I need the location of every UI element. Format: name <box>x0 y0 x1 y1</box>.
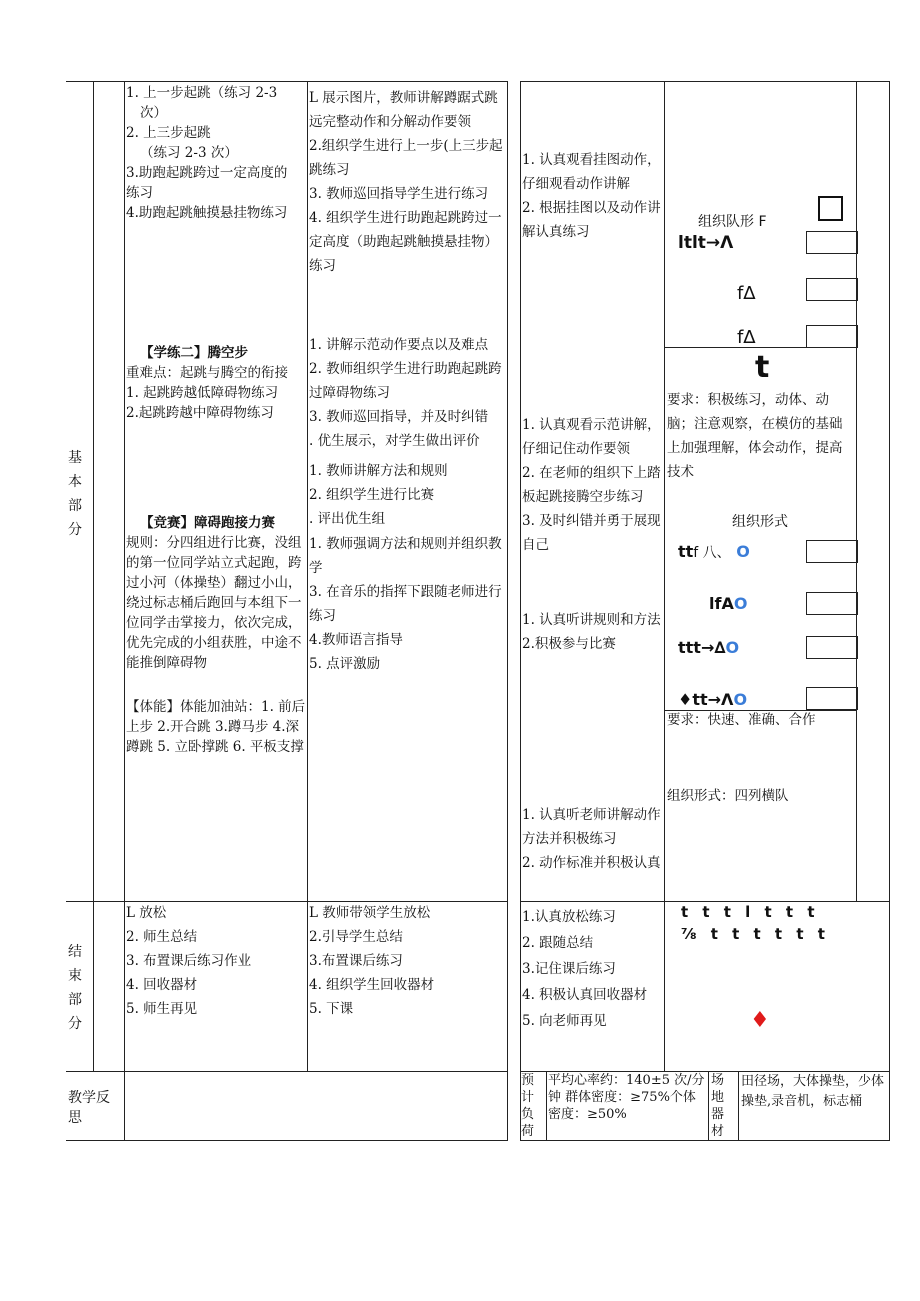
form-row-2: f∆ <box>737 283 756 304</box>
basic-student-group1: 1. 认真观看挂图动作，仔细观看动作讲解 2. 根据挂图以及动作讲解认真练习 <box>522 152 661 240</box>
basic-content-practice2: 【学练二】腾空步 重难点：起跳与腾空的衔接 1. 起跳跨越低障碍物练习 2.起跳跨越中障碍物练习 <box>126 345 288 421</box>
basic-content-compete: 【竞赛】障碍跑接力赛 规则：分四组进行比赛，没组的第一位同学站立式起跑，跨过小河（体操垫）翻过小山，绕过标志桶后跑回与本组下一位同学击掌接力，依次完成，优先完成的小组获胜，中途不能推倒障碍物 <box>126 515 302 671</box>
square-outline-icon <box>818 196 843 221</box>
ending-section-label: 结 束 部 分 <box>68 944 82 1032</box>
form2-row-1: ttf 八、 O <box>678 542 750 561</box>
ending-teacher: L 教师带领学生放松 2.引导学生总结 3.布置课后练习 4. 组织学生回收器材 5. 下课 <box>309 905 435 1017</box>
diamond-icon: ♦ <box>750 1008 770 1033</box>
basic-teacher-group3: 1. 教师讲解方法和规则 2. 组织学生进行比赛 . 评出优生组 <box>309 463 448 527</box>
basic-teacher-group1: L 展示图片，教师讲解蹲踞式跳远完整动作和分解动作要领 2.组织学生进行上一步(上三步起跳练习 3. 教师巡回指导学生进行练习 4. 组织学生进行助跑起跳跨过一定高度（助跑起跳触摸悬挂物）练习 <box>309 90 503 274</box>
requirement-1: 要求：积极练习，动体、动脑；注意观察，在模仿的基础上加强理解，体会动作，提高技术 <box>667 392 843 480</box>
big-t-figure: t <box>755 350 770 385</box>
form2-row-2: lfAO <box>709 594 748 613</box>
ending-formation-row-2: ⅞ t t t t t t <box>681 925 825 943</box>
load-text: 平均心率约：140±5 次/分钟 群体密度：≥75%个体密度：≥50% <box>548 1073 705 1122</box>
form-box <box>806 231 858 254</box>
venue-label: 场地器材 <box>711 1073 725 1139</box>
reflection-label: 教学反思 <box>68 1090 110 1126</box>
basic-student-group4: 1. 认真听老师讲解动作方法并积极练习 2. 动作标准并积极认真 <box>522 807 661 871</box>
form-box <box>806 278 858 301</box>
form-label: 组织队形 F <box>698 214 767 230</box>
load-label: 预计负荷 <box>521 1073 535 1139</box>
form2-box <box>806 687 858 710</box>
form-row-1: ltlt→Λ <box>678 233 734 253</box>
form-box <box>806 325 858 348</box>
basic-content-intro: 1. 上一步起跳（练习 2-3 次） 2. 上三步起跳 （练习 2-3 次） 3.助跑起跳跨过一定高度的 练习 4.助跑起跳触摸悬挂物练习 <box>126 85 288 221</box>
basic-student-group3: 1. 认真听讲规则和方法 2.积极参与比赛 <box>522 612 661 652</box>
requirement-2: 要求：快速、准确、合作 <box>667 712 816 728</box>
basic-section-label: 基 本 部 分 <box>68 450 82 538</box>
form3-label: 组织形式：四列横队 <box>667 788 789 804</box>
basic-teacher-group2: 1. 讲解示范动作要点以及难点 2. 教师组织学生进行助跑起跳跨过障碍物练习 3. 教师巡回指导，并及时纠错 . 优生展示，对学生做出评价 <box>309 337 502 449</box>
form2-box <box>806 636 858 659</box>
form2-box <box>806 540 858 563</box>
form2-row-3: ttt→∆O <box>678 638 740 657</box>
form2-label: 组织形式 <box>732 514 788 530</box>
ending-student: 1.认真放松练习 2. 跟随总结 3.记住课后练习 4. 积极认真回收器材 5. 向老师再见 <box>522 909 648 1029</box>
ending-content: L 放松 2. 师生总结 3. 布置课后练习作业 4. 回收器材 5. 师生再见 <box>126 905 252 1017</box>
venue-text: 田径场，大体操垫，少体操垫,录音机，标志桶 <box>741 1074 885 1109</box>
basic-content-fitness: 【体能】体能加油站：1. 前后上步 2.开合跳 3.蹲马步 4.深蹲跳 5. 立卧撑跳 6. 平板支撑 <box>126 699 306 755</box>
basic-student-group2: 1. 认真观看示范讲解，仔细记住动作要领 2. 在老师的组织下上踏板起跳接腾空步练习 3. 及时纠错并勇于展现自己 <box>522 417 661 553</box>
form2-box <box>806 592 858 615</box>
form-row-3: f∆ <box>737 327 756 348</box>
ending-formation-row-1: t t t l t t t <box>681 903 815 921</box>
basic-teacher-group4: 1. 教师强调方法和规则并组织教学 3. 在音乐的指挥下跟随老师进行练习 4.教师语言指导 5. 点评激励 <box>309 536 502 672</box>
form2-row-4: ♦tt→ΛO <box>678 690 748 709</box>
